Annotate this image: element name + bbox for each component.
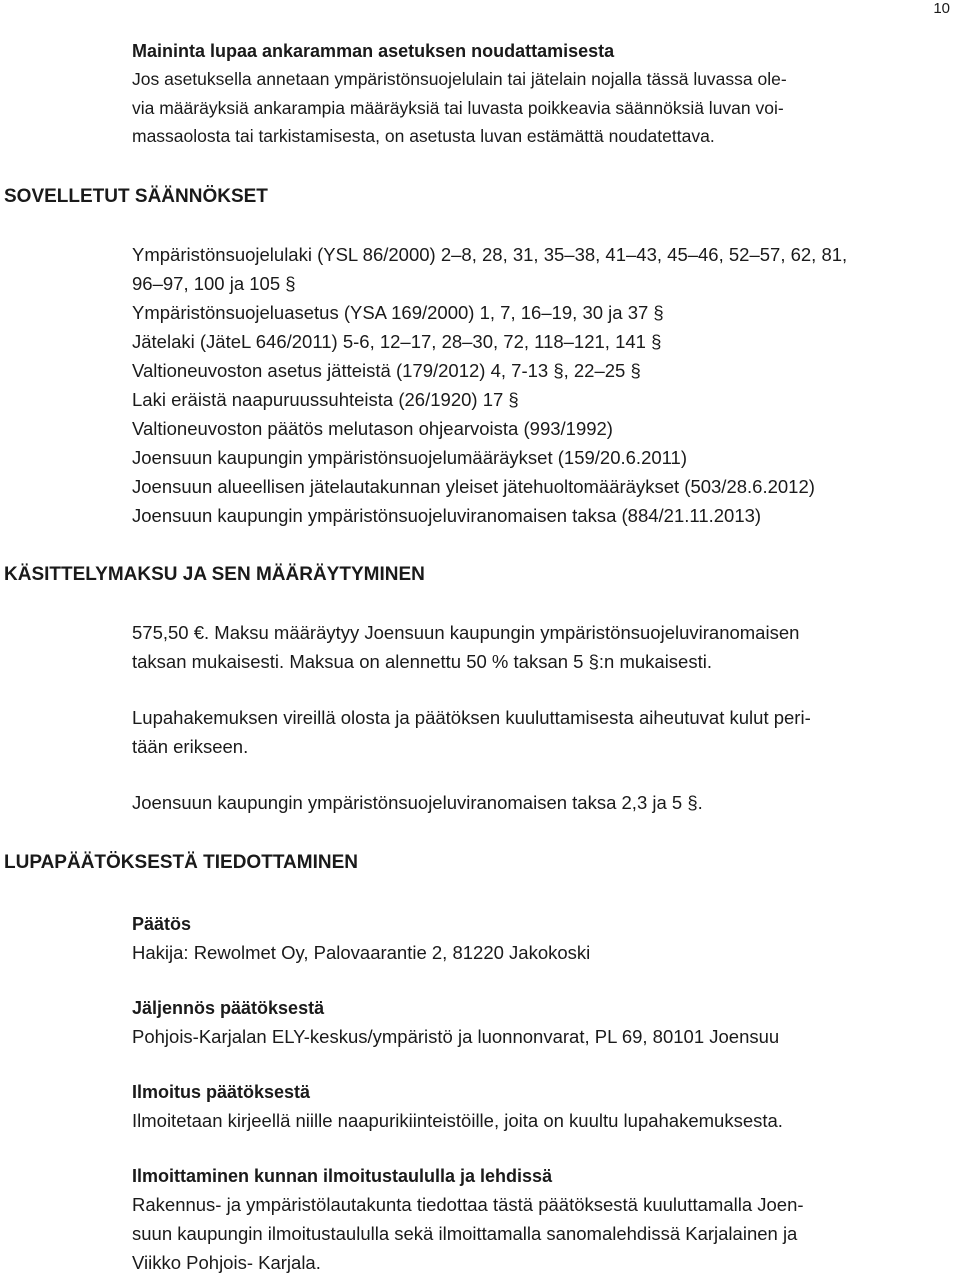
subsection-text: Viikko Pohjois- Karjala. [132, 1252, 321, 1273]
subsection-text: Rakennus- ja ympäristölautakunta tiedottaa tästä päätöksestä kuuluttamalla Joen- [132, 1194, 804, 1215]
fee-text: tään erikseen. [132, 736, 249, 757]
subsection-text: Pohjois-Karjalan ELY-keskus/ympäristö ja luonnonvarat, PL 69, 80101 Joensuu [132, 1026, 780, 1047]
intro-line: via määräyksiä ankarampia määräyksiä tai luvasta poikkeavia säännöksiä luvan voi- [132, 97, 784, 118]
notification-section [132, 910, 942, 1277]
regulation-item: Valtioneuvoston asetus jätteistä (179/2012) 4, 7-13 §, 22–25 § [132, 360, 641, 381]
regulation-item: Ympäristönsuojelulaki (YSL 86/2000) 2–8, 28, 31, 35–38, 41–43, 45–46, 52–57, 62, 81, [132, 244, 848, 265]
subsection-title: Ilmoitus päätöksestä [132, 1082, 311, 1102]
subsection-title: Ilmoittaminen kunnan ilmoitustaululla ja lehdissä [132, 1166, 553, 1186]
fee-text: Joensuun kaupungin ympäristönsuojeluviranomaisen taksa 2,3 ja 5 §. [132, 792, 703, 813]
regulation-item: Ympäristönsuojeluasetus (YSA 169/2000) 1, 7, 16–19, 30 ja 37 § [132, 302, 664, 323]
regulation-item: Joensuun alueellisen jätelautakunnan yleiset jätehuoltomääräykset (503/28.6.2012) [132, 476, 815, 497]
page-number: 10 [933, 0, 950, 17]
section-heading-kasittelymaksu: KÄSITTELYMAKSU JA SEN MÄÄRÄYTYMINEN [4, 564, 425, 585]
fee-section [132, 618, 942, 817]
section-heading-tiedottaminen: LUPAPÄÄTÖKSESTÄ TIEDOTTAMINEN [4, 852, 358, 873]
regulation-item: Valtioneuvoston päätös melutason ohjearvoista (993/1992) [132, 418, 613, 439]
subsection-text: Ilmoitetaan kirjeellä niille naapurikiinteistöille, joita on kuultu lupahakemuksesta. [132, 1110, 783, 1131]
section-heading-sovelletut: SOVELLETUT SÄÄNNÖKSET [4, 186, 268, 207]
regulations-list [132, 240, 942, 530]
regulation-item: Jätelaki (JäteL 646/2011) 5-6, 12–17, 28–30, 72, 118–121, 141 § [132, 331, 662, 352]
regulation-item: Joensuun kaupungin ympäristönsuojeluviranomaisen taksa (884/21.11.2013) [132, 505, 762, 526]
intro-section [132, 38, 942, 151]
regulation-item: Laki eräistä naapuruussuhteista (26/1920) 17 § [132, 389, 519, 410]
fee-text: taksan mukaisesti. Maksua on alennettu 50 % taksan 5 §:n mukaisesti. [132, 651, 712, 672]
intro-title: Maininta lupaa ankaramman asetuksen noudattamisesta [132, 41, 615, 61]
regulation-item: Joensuun kaupungin ympäristönsuojelumääräykset (159/20.6.2011) [132, 447, 688, 468]
intro-line: Jos asetuksella annetaan ympäristönsuojelulain tai jätelain nojalla tässä luvassa ole- [132, 69, 787, 89]
subsection-text: Hakija: Rewolmet Oy, Palovaarantie 2, 81220 Jakokoski [132, 942, 591, 963]
fee-text: 575,50 €. Maksu määräytyy Joensuun kaupungin ympäristönsuojeluviranomaisen [132, 622, 800, 643]
fee-text: Lupahakemuksen vireillä olosta ja päätöksen kuuluttamisesta aiheutuvat kulut peri- [132, 707, 811, 728]
subsection-title: Päätös [132, 914, 192, 934]
subsection-title: Jäljennös päätöksestä [132, 998, 325, 1018]
regulation-item: 96–97, 100 ja 105 § [132, 273, 296, 294]
subsection-text: suun kaupungin ilmoitustaululla sekä ilmoittamalla sanomalehdissä Karjalainen ja [132, 1223, 798, 1244]
intro-line: massaolosta tai tarkistamisesta, on asetusta luvan estämättä noudatettava. [132, 126, 715, 146]
